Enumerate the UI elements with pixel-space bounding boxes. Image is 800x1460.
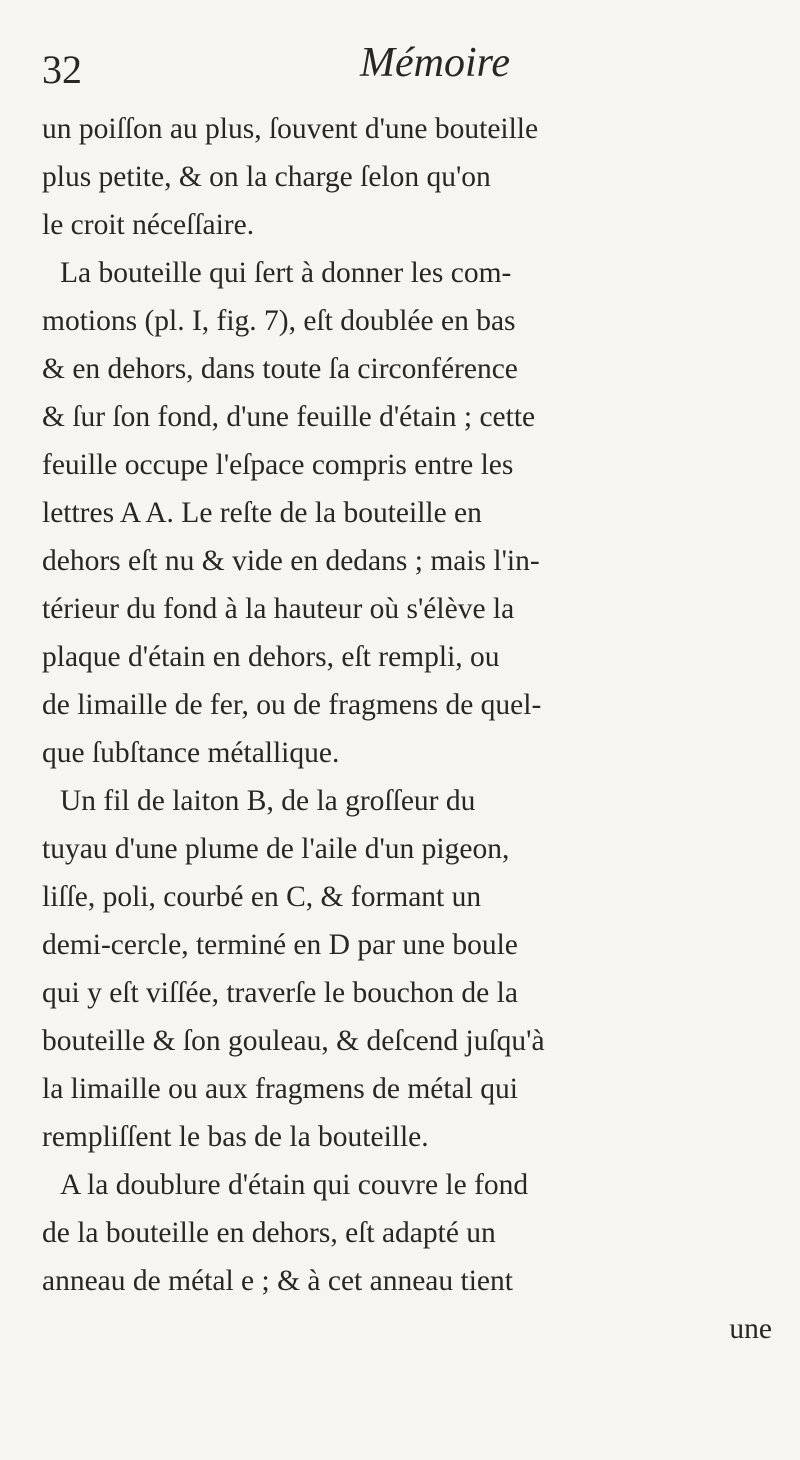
- page-header: [40, 42, 760, 102]
- text-line: liſſe, poli, courbé en C, & formant un: [42, 881, 482, 913]
- text-line: lettres A A. Le reſte de la bouteille en: [42, 497, 482, 529]
- page-number: 32: [42, 47, 82, 92]
- text-line: anneau de métal e ; & à cet anneau tient: [42, 1265, 513, 1297]
- text-line: motions (pl. I, fig. 7), eſt doublée en bas: [42, 305, 516, 337]
- text-line: plaque d'étain en dehors, eſt rempli, ou: [42, 641, 500, 673]
- body-text: [42, 105, 772, 1353]
- text-line: que ſubſtance métallique.: [42, 737, 340, 769]
- text-line: demi-cercle, terminé en D par une boule: [42, 929, 518, 961]
- text-line: feuille occupe l'eſpace compris entre les: [42, 449, 514, 481]
- text-line: & ſur ſon fond, d'une feuille d'étain ; cette: [42, 401, 536, 433]
- running-title: Mémoire: [360, 40, 511, 86]
- text-line: & en dehors, dans toute ſa circonférence: [42, 353, 518, 385]
- paragraph-start-line: Un fil de laiton B, de la groſſeur du: [60, 785, 476, 817]
- text-line: un poiſſon au plus, ſouvent d'une bouteille: [42, 113, 539, 145]
- text-line: térieur du fond à la hauteur où s'élève la: [42, 593, 515, 625]
- text-line: bouteille & ſon gouleau, & deſcend juſqu'à: [42, 1025, 545, 1057]
- text-line: la limaille ou aux fragmens de métal qui: [42, 1073, 518, 1105]
- text-line: tuyau d'une plume de l'aile d'un pigeon,: [42, 833, 510, 865]
- paragraph-start-line: La bouteille qui ſert à donner les com-: [60, 257, 512, 289]
- text-line: dehors eſt nu & vide en dedans ; mais l'in-: [42, 545, 540, 577]
- text-line: de la bouteille en dehors, eſt adapté un: [42, 1217, 496, 1249]
- text-line: rempliſſent le bas de la bouteille.: [42, 1121, 429, 1153]
- paragraph-start-line: A la doublure d'étain qui couvre le fond: [60, 1169, 529, 1201]
- text-line: qui y eſt viſſée, traverſe le bouchon de la: [42, 977, 518, 1009]
- text-line: plus petite, & on la charge ſelon qu'on: [42, 161, 491, 193]
- catchword: une: [729, 1313, 772, 1345]
- text-line: le croit néceſſaire.: [42, 209, 255, 241]
- text-line: de limaille de fer, ou de fragmens de quel-: [42, 689, 542, 721]
